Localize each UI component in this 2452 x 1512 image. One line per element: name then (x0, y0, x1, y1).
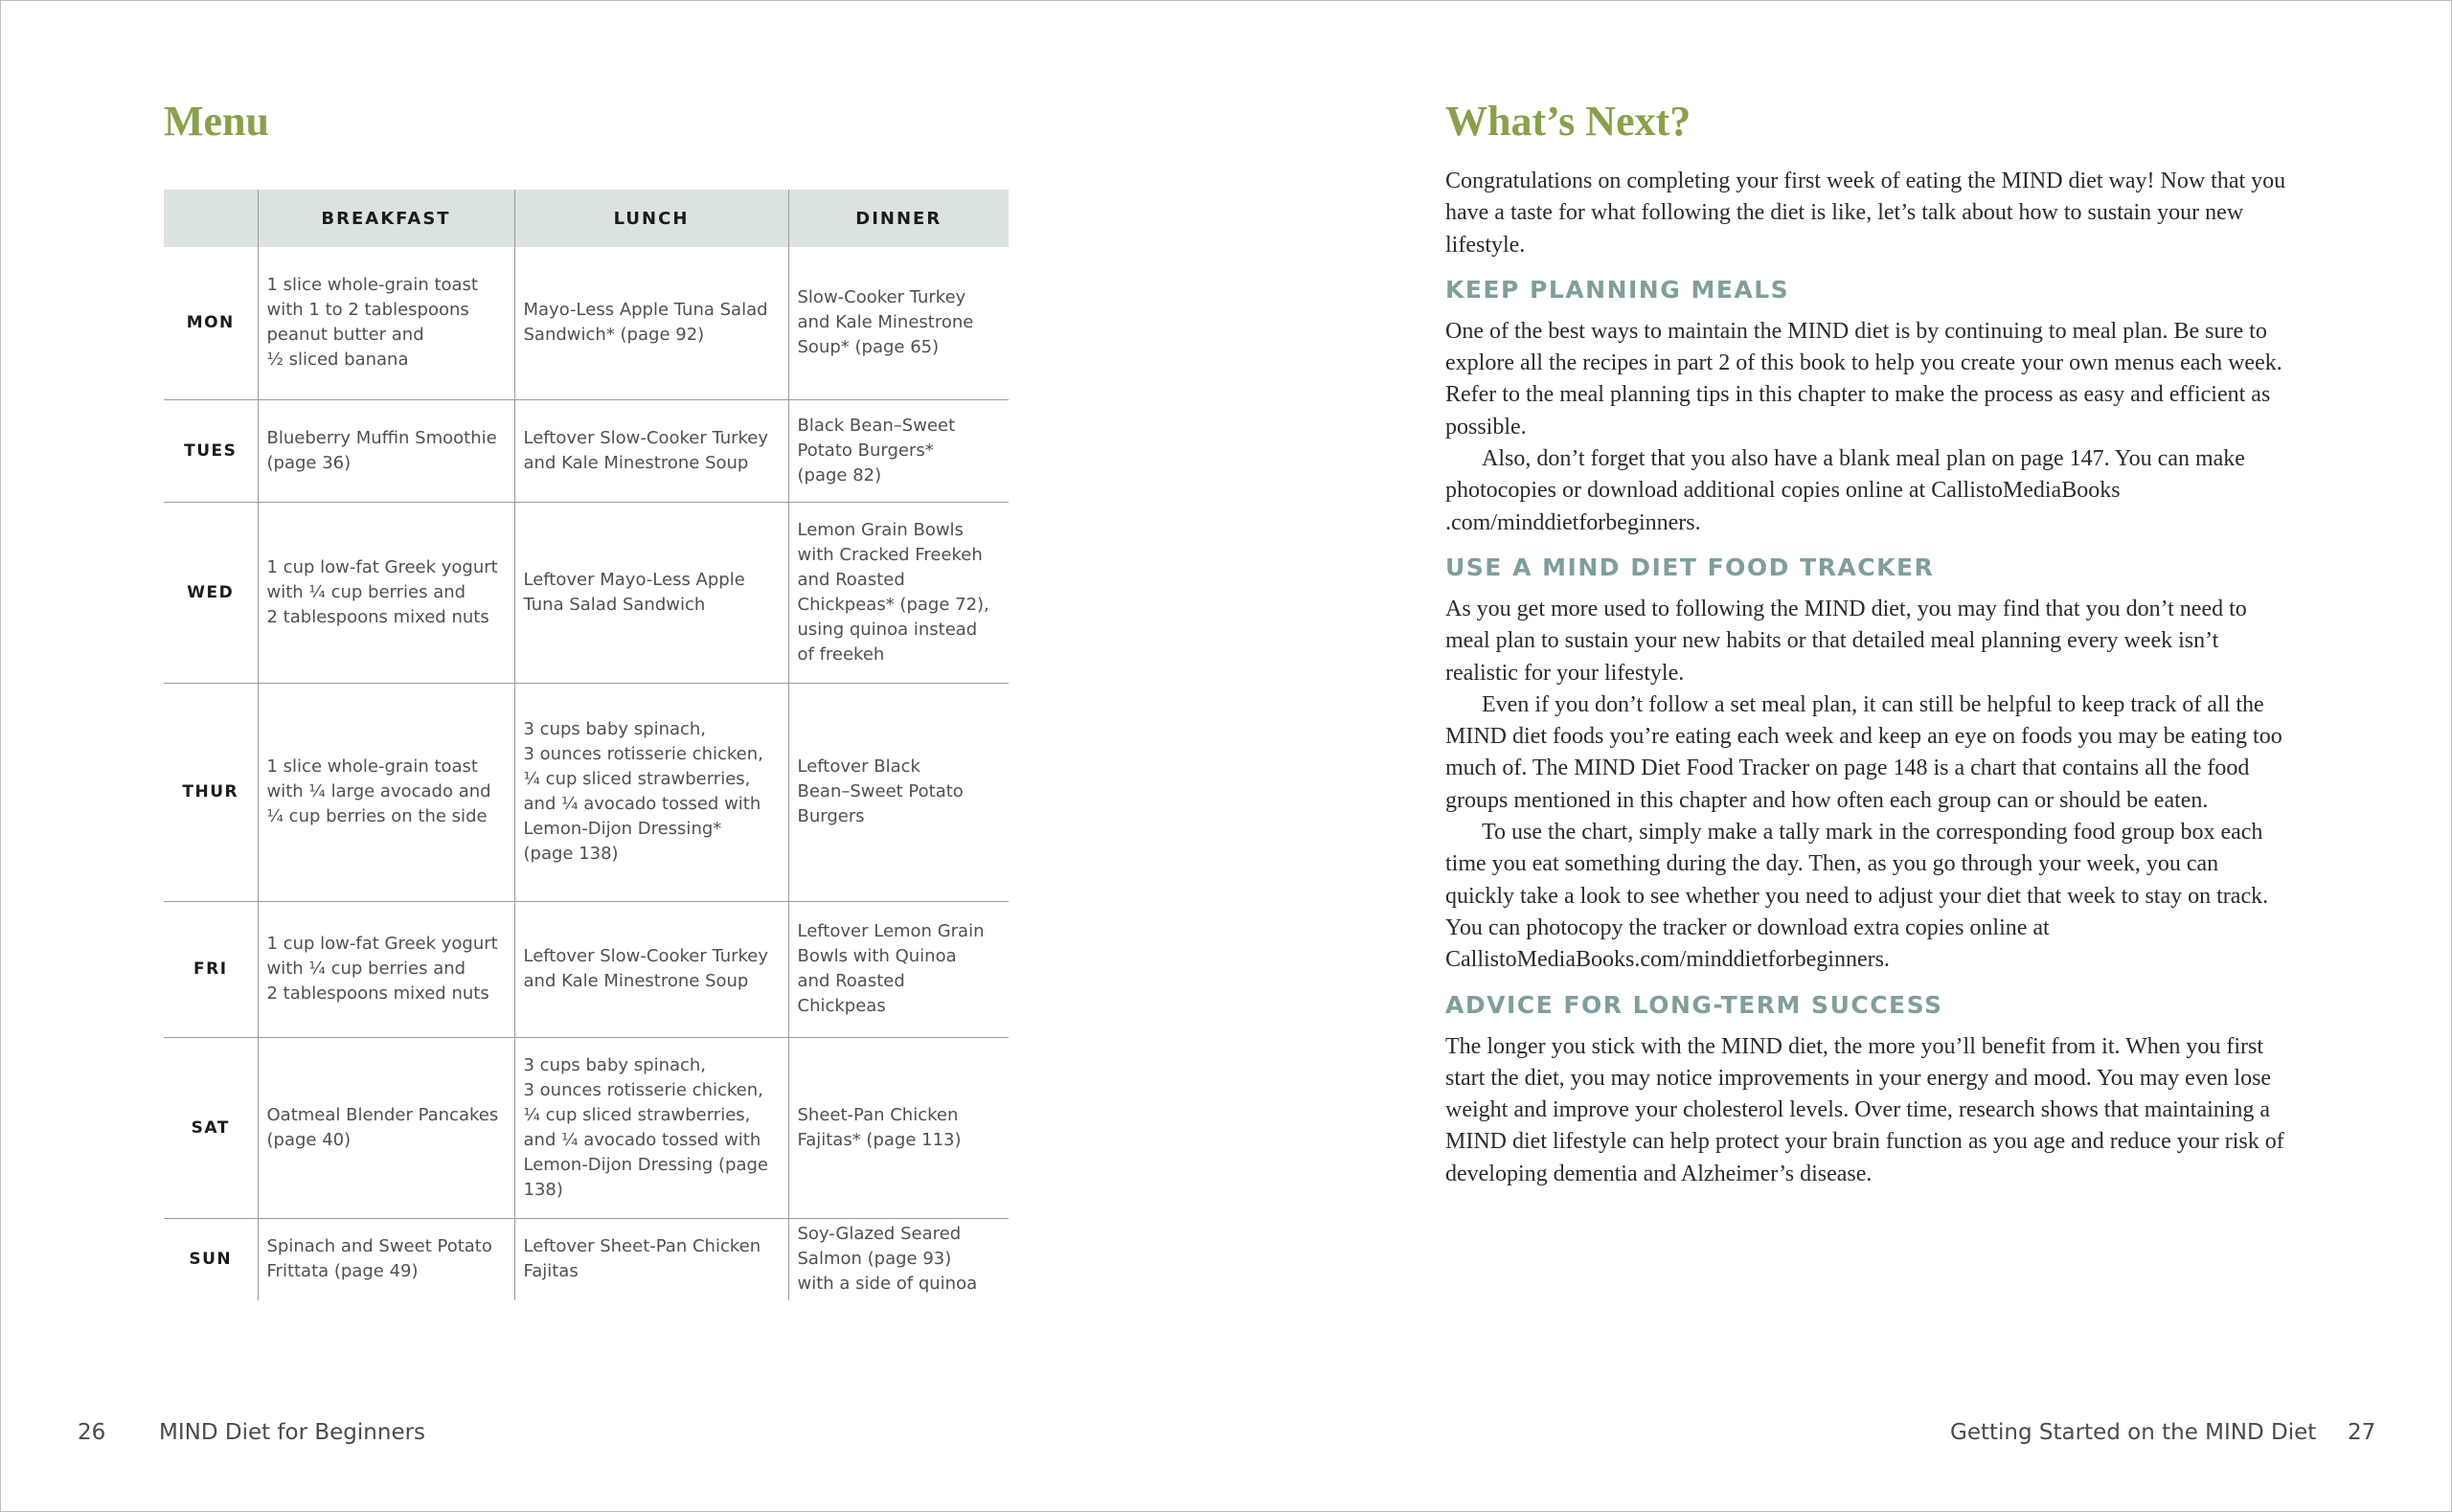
meal-line: Mayo-Less Apple Tuna Salad (523, 300, 768, 321)
left-page-number: 26 (78, 1420, 106, 1445)
left-running-footer: MIND Diet for Beginners (159, 1420, 426, 1445)
meal-line: 3 ounces rotisserie chicken, (523, 744, 763, 764)
right-running-footer: Getting Started on the MIND Diet (1950, 1420, 2317, 1445)
meal-line: Oatmeal Blender Pancakes (266, 1104, 499, 1125)
table-row (164, 502, 1009, 683)
table-row (164, 901, 1009, 1037)
meal-line: 2 tablespoons mixed nuts (266, 606, 489, 627)
breakfast-cell (258, 247, 514, 399)
whats-next-title: What’s Next? (1445, 98, 1691, 145)
meal-line: (page 138) (523, 844, 619, 864)
dinner-cell (788, 399, 1009, 502)
body-paragraph: The longer you stick with the MIND diet, the more you’ll benefit from it. When you first start the diet, you may notice improvements in your energy and mood. You may even lose weight and improve your cholesterol levels. Over time, research shows that maintaining a MIND diet lifestyle can help protect your brain function as you age and reduce your risk of developing dementia and Alzheimer’s disease. (1445, 1033, 2284, 1186)
body-paragraph: One of the best ways to maintain the MIND diet is by continuing to meal plan. Be sure to explore all the recipes in part 2 of this book to help you create your own menus each week. Refer to the meal planning tips in this chapter to make the process as easy and efficient as possible. (1445, 318, 2282, 440)
meal-line: Spinach and Sweet Potato (266, 1236, 492, 1257)
right-page-number: 27 (2348, 1420, 2376, 1445)
meal-line: with a side of quinoa (797, 1274, 978, 1295)
meal-line: Leftover Black (797, 756, 920, 777)
meal-line: 1 cup low-fat Greek yogurt (266, 556, 498, 577)
meal-line: (page 40) (266, 1129, 352, 1150)
meal-line: Leftover Sheet-Pan Chicken (523, 1236, 761, 1257)
meal-line: and Roasted (797, 971, 905, 991)
lunch-cell (514, 247, 788, 399)
lunch-cell (514, 1218, 788, 1300)
meal-line: 1 cup low-fat Greek yogurt (266, 934, 498, 954)
meal-line: ¼ cup sliced strawberries, (523, 769, 751, 789)
meal-line: Leftover Mayo-Less Apple (523, 569, 745, 590)
header-dinner: DINNER (788, 190, 1009, 247)
meal-line: 1 slice whole-grain toast (266, 756, 478, 777)
breakfast-cell (258, 1218, 514, 1300)
breakfast-cell (258, 683, 514, 901)
dinner-cell (788, 1218, 1009, 1300)
table-row (164, 1218, 1009, 1300)
menu-table-body (164, 247, 1009, 1300)
meal-line: Lemon-Dijon Dressing (page (523, 1154, 768, 1175)
section-heading-long-term: ADVICE FOR LONG-TERM SUCCESS (1445, 990, 1943, 1019)
meal-line: Soy-Glazed Seared (797, 1224, 962, 1245)
meal-line: and Kale Minestrone Soup (523, 971, 749, 991)
dinner-cell (788, 502, 1009, 683)
meal-line: Slow-Cooker Turkey (797, 287, 966, 308)
lunch-cell (514, 901, 788, 1037)
day-label: FRI (164, 901, 258, 1037)
meal-line: with ¼ large avocado and (266, 781, 491, 801)
meal-line: and ¼ avocado tossed with (523, 794, 761, 814)
breakfast-cell (258, 502, 514, 683)
meal-line: 3 cups baby spinach, (523, 719, 707, 739)
meal-line: Sheet-Pan Chicken (797, 1104, 959, 1125)
meal-line: Lemon-Dijon Dressing* (523, 819, 722, 839)
table-row (164, 683, 1009, 901)
body-paragraph: Even if you don’t follow a set meal plan, it can still be helpful to keep track of all the MIND diet foods you’re eating each week and keep an eye on foods you may be eating too much of. The MIND Diet Food Tracker on page 148 is a chart that contains all the food groups mentioned in this chapter and how often each group can or should be eaten. (1445, 691, 2282, 813)
meal-line: with 1 to 2 tablespoons (266, 300, 469, 321)
breakfast-cell (258, 901, 514, 1037)
meal-line: Fajitas* (page 113) (797, 1129, 962, 1150)
meal-line: with ¼ cup berries and (266, 581, 466, 602)
intro-paragraph: Congratulations on completing your first week of eating the MIND diet way! Now that you have a taste for what following the diet is like, let’s talk about how to sustain your new lifestyle. (1445, 169, 2286, 258)
table-header-row (164, 190, 1009, 247)
meal-line: Burgers (797, 806, 865, 826)
meal-line: using quinoa instead (797, 619, 978, 640)
meal-line: Lemon Grain Bowls (797, 519, 964, 540)
menu-table (164, 190, 1009, 1300)
lunch-cell (514, 1037, 788, 1218)
table-row (164, 399, 1009, 502)
header-day (164, 190, 258, 247)
day-label: TUES (164, 399, 258, 502)
meal-line: and Kale Minestrone Soup (523, 452, 749, 473)
section-heading-food-tracker: USE A MIND DIET FOOD TRACKER (1445, 553, 1935, 581)
meal-line: Salmon (page 93) (797, 1249, 952, 1270)
meal-line: peanut butter and (266, 325, 424, 346)
meal-line: and ¼ avocado tossed with (523, 1129, 761, 1150)
meal-line: Leftover Slow-Cooker Turkey (523, 427, 769, 448)
meal-line: and Kale Minestrone (797, 312, 974, 333)
lunch-cell (514, 502, 788, 683)
lunch-cell (514, 683, 788, 901)
day-label: WED (164, 502, 258, 683)
day-label: SUN (164, 1218, 258, 1300)
day-label: THUR (164, 683, 258, 901)
breakfast-cell (258, 399, 514, 502)
meal-line: Fajitas (523, 1261, 579, 1282)
table-row (164, 1037, 1009, 1218)
day-label: SAT (164, 1037, 258, 1218)
meal-line: 3 cups baby spinach, (523, 1054, 707, 1075)
meal-line: ¼ cup sliced strawberries, (523, 1104, 751, 1125)
day-label: MON (186, 313, 235, 333)
meal-line: Soup* (page 65) (797, 337, 940, 358)
meal-line: ½ sliced banana (266, 350, 409, 371)
meal-line: Sandwich* (page 92) (523, 325, 705, 346)
meal-line: with Cracked Freekeh (797, 544, 983, 565)
section-heading-keep-planning: KEEP PLANNING MEALS (1445, 275, 1790, 304)
dinner-cell (788, 1037, 1009, 1218)
body-paragraph: Also, don’t forget that you also have a blank meal plan on page 147. You can make photocopies or download additional copies online at CallistoMediaBooks .com/minddietforbeginners. (1445, 446, 2245, 535)
menu-title: Menu (164, 98, 269, 145)
lunch-cell (514, 399, 788, 502)
meal-line: Leftover Lemon Grain (797, 921, 985, 941)
meal-line: (page 36) (266, 452, 352, 473)
meal-line: 2 tablespoons mixed nuts (266, 983, 489, 1004)
body-paragraph: As you get more used to following the MIND diet, you may find that you don’t need to meal plan to sustain your new habits or that detailed meal planning every week isn’t realistic for your lifestyle. (1445, 596, 2247, 686)
meal-line: Black Bean–Sweet (797, 415, 956, 436)
meal-line: ¼ cup berries on the side (266, 806, 488, 826)
dinner-cell (788, 901, 1009, 1037)
meal-line: Bean–Sweet Potato (797, 781, 964, 801)
meal-line: with ¼ cup berries and (266, 959, 466, 979)
meal-line: Potato Burgers* (797, 440, 934, 461)
meal-line: Frittata (page 49) (266, 1261, 419, 1282)
table-row (164, 247, 1009, 399)
meal-line: 1 slice whole-grain toast (266, 275, 478, 296)
meal-line: Blueberry Muffin Smoothie (266, 427, 497, 448)
meal-line: Tuna Salad Sandwich (523, 594, 706, 615)
meal-line: 138) (523, 1179, 563, 1200)
meal-line: Bowls with Quinoa (797, 946, 957, 966)
meal-line: Leftover Slow-Cooker Turkey (523, 946, 769, 966)
meal-line: (page 82) (797, 464, 882, 485)
whats-next-body (1445, 166, 2293, 1190)
header-breakfast: BREAKFAST (258, 190, 514, 247)
header-lunch: LUNCH (514, 190, 788, 247)
meal-line: 3 ounces rotisserie chicken, (523, 1079, 763, 1100)
meal-line: Chickpeas* (page 72), (797, 594, 989, 615)
meal-line: of freekeh (797, 643, 885, 665)
dinner-cell (788, 683, 1009, 901)
meal-line: Chickpeas (797, 996, 886, 1016)
dinner-cell (788, 247, 1009, 399)
meal-line: and Roasted (797, 569, 905, 590)
body-paragraph: To use the chart, simply make a tally mark in the corresponding food group box each time you eat something during the day. Then, as you go through your week, you can quickly take a look to see whether you need to adjust your diet that week to stay on track. You can photocopy the tracker or download extra copies online at CallistoMediaBooks.com/minddietforbeginners. (1445, 820, 2269, 973)
breakfast-cell (258, 1037, 514, 1218)
